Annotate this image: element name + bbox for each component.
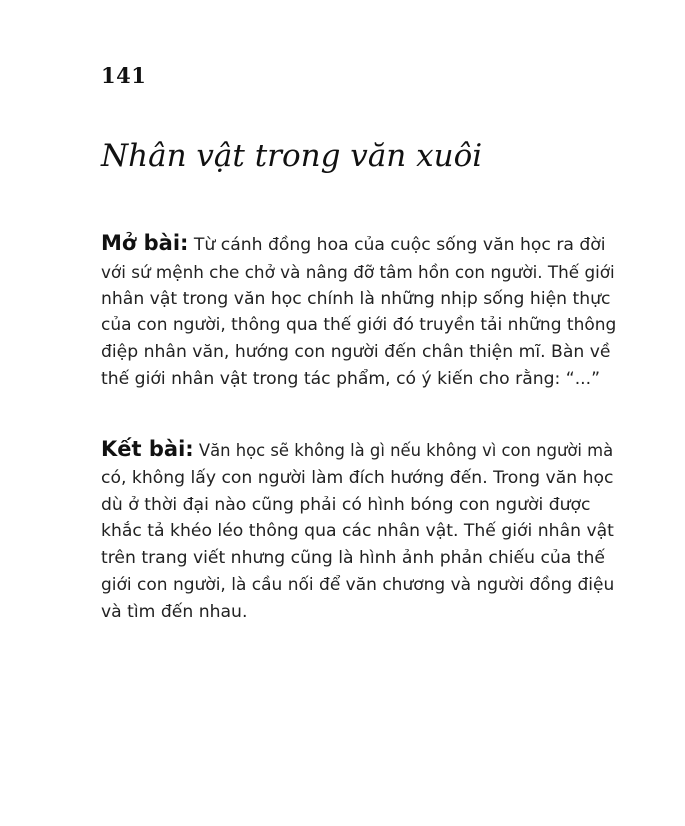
conclusion-section xyxy=(101,436,616,626)
conclusion-text-4: khắc tả khéo léo thông qua các nhân vật. Thế giới nhân vật xyxy=(101,521,614,542)
intro-line-1 xyxy=(101,230,616,259)
page-number: 141 xyxy=(101,63,147,88)
conclusion-text-2: có, không lấy con người làm đích hướng đến. Trong văn học xyxy=(101,467,614,488)
conclusion-text-1: Văn học sẽ không là gì nếu không vì con người mà xyxy=(193,441,614,460)
intro-text-4: của con người, thông qua thế giới đó truyền tải những thông xyxy=(101,315,617,336)
conclusion-text-5: trên trang viết nhưng cũng là hình ảnh phản chiếu của thế xyxy=(101,548,606,569)
conclusion-text-7: và tìm đến nhau. xyxy=(101,601,248,622)
intro-text-1: Từ cánh đồng hoa của cuộc sống văn học ra đời xyxy=(188,235,606,255)
conclusion-label: Kết bài: xyxy=(101,437,194,461)
intro-text-6: thế giới nhân vật trong tác phẩm, có ý kiến cho rằng: “...” xyxy=(101,368,600,389)
conclusion-text-6: giới con người, là cầu nối để văn chương và người đồng điệu xyxy=(101,574,615,595)
intro-text-5: điệp nhân văn, hướng con người đến chân thiện mĩ. Bàn về xyxy=(101,342,611,363)
intro-label: Mở bài: xyxy=(101,231,189,255)
intro-text-2: với sứ mệnh che chở và nâng đỡ tâm hồn con người. Thế giới xyxy=(101,261,615,282)
conclusion-line-1 xyxy=(101,436,616,465)
intro-section xyxy=(101,230,616,393)
page-title: Nhân vật trong văn xuôi xyxy=(101,138,483,174)
conclusion-text-3: dù ở thời đại nào cũng phải có hình bóng con người được xyxy=(101,494,591,515)
intro-text-3: nhân vật trong văn học chính là những nhịp sống hiện thực xyxy=(101,288,611,309)
